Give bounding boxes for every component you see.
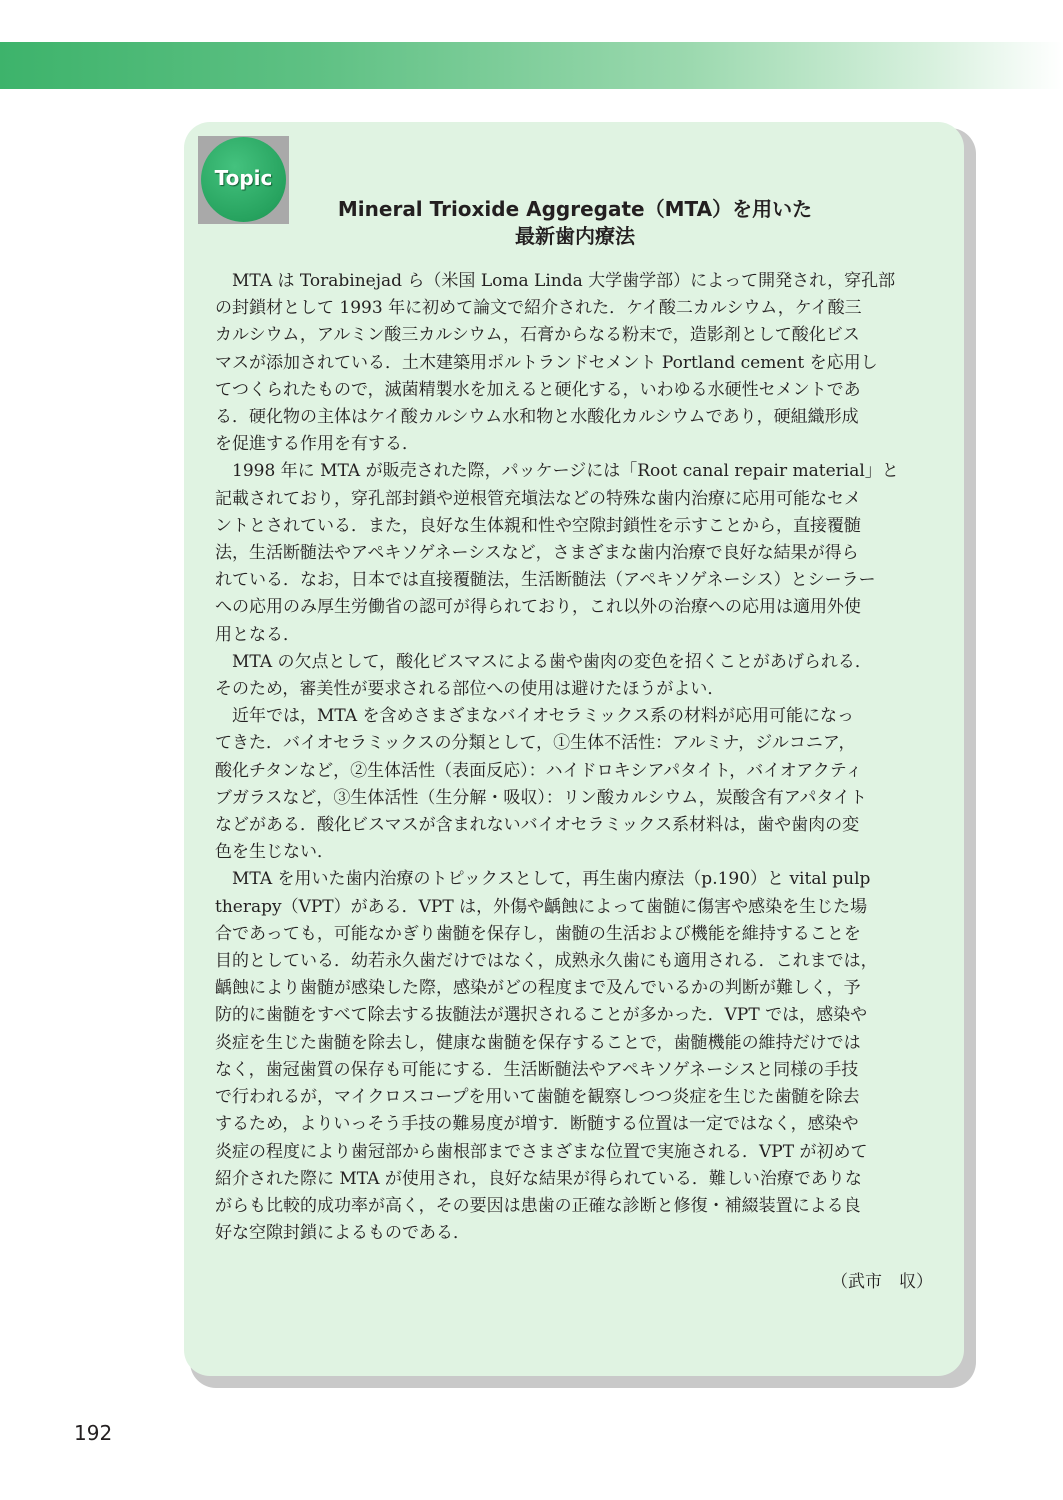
topic-title — [300, 196, 850, 250]
article-body — [215, 268, 936, 1247]
paragraph-3: MTA の欠点として，酸化ビスマスによる歯や歯肉の変色を招くことがあげられる． そのため，審美性が要求される部位への使用は避けたほうがよい． — [215, 651, 872, 700]
topic-badge — [201, 137, 286, 222]
page-number: 192 — [74, 1421, 113, 1445]
topic-title-line-1: Mineral Trioxide Aggregate（MTA）を用いた — [337, 197, 813, 221]
header-color-band — [0, 42, 1063, 89]
paragraph-5: MTA を用いた歯内治療のトピックスとして，再生歯内療法（p.190）と vital pulp therapy（VPT）がある．VPT は，外傷や齲蝕によって歯髄に傷害や感染を生じた場 合であっても，可能なかぎり歯髄を保存し，歯髄の生活および機能を維持することを 目的としている．幼若永久歯だけではなく，成熟永久歯にも適用される．これまでは， 齲蝕により歯髄が感染した際，感染がどの程度まで及んでいるかの判断が難しく，予 防的に歯髄をすべて除去する抜髄法が選択されることが多かった．VPT では，感染や 炎症を生じた歯髄を除去し，健康な歯髄を保存することで，歯髄機能の維持だけでは なく，歯冠歯質の保存も可能にする．生活断髄法やアペキソゲネーシスと同様の手技 で行われるが，マイクロスコープを用いて歯髄を観察しつつ炎症を生じた歯髄を除去 するため，よりいっそう手技の難易度が増す．断髄する位置は一定ではなく，感染や 炎症の程度により歯冠部から歯根部までさまざまな位置で実施される．VPT が初めて 紹介された際に MTA が使用され，良好な結果が得られている．難しい治療でありな がらも比較的成功率が高く，その要因は患歯の正確な診断と修復・補綴装置による良 好な空隙封鎖によるものである． — [215, 869, 878, 1244]
author-credit: （武市 収） — [831, 1272, 933, 1292]
paragraph-2: 1998 年に MTA が販売された際，パッケージには「Root canal repair material」と 記載されており，穿孔部封鎖や逆根管充塡法などの特殊な歯内治療に応用可能なセメ ントとされている．また，良好な生体親和性や空隙封鎖性を示すことから，直接覆髄 法，生活断髄法やアペキソゲネーシスなど，さまざまな歯内治療で良好な結果が得ら れている．なお，日本では直接覆髄法，生活断髄法（アペキソゲネーシス）とシーラー への応用のみ厚生労働省の認可が得られており，これ以外の治療への応用は適用外使 用となる． — [215, 461, 899, 645]
paragraph-4: 近年では，MTA を含めさまざまなバイオセラミックス系の材料が応用可能になっ てきた．バイオセラミックスの分類として，①生体不活性：アルミナ，ジルコニア， 酸化チタンなど，②生体活性（表面反応）：ハイドロキシアパタイト，バイオアクティ ブガラスなど，③生体活性（生分解・吸収）：リン酸カルシウム，炭酸含有アパタイト などがある．酸化ビスマスが含まれないバイオセラミックス系材料は，歯や歯肉の変 色を生じない． — [215, 706, 868, 863]
topic-badge-label: Topic — [214, 165, 273, 190]
topic-title-line-2: 最新歯内療法 — [515, 224, 635, 248]
paragraph-1: MTA は Torabinejad ら（米国 Loma Linda 大学歯学部）によって開発され，穿孔部 の封鎖材として 1993 年に初めて論文で紹介された．ケイ酸二カルシウム，ケイ酸三 カルシウム，アルミン酸三カルシウム，石膏からなる粉末で，造影剤として酸化ビス マスが添加されている．土木建築用ポルトランドセメント Portland cement を応用し てつくられたもので，滅菌精製水を加えると硬化する，いわゆる水硬性セメントであ る．硬化物の主体はケイ酸カルシウム水和物と水酸化カルシウムであり，硬組織形成 を促進する作用を有する． — [215, 271, 896, 455]
